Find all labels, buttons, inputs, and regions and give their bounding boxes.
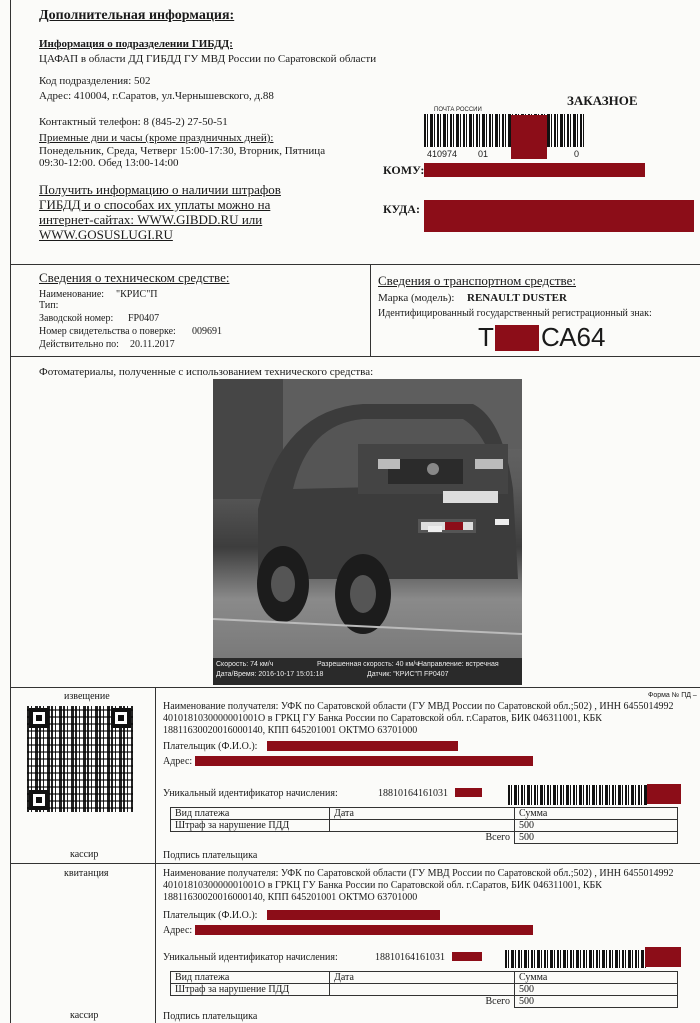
notice-uin-label: Уникальный идентификатор начисления:: [163, 788, 338, 799]
cashier-label: кассир: [70, 849, 99, 860]
device-title: Сведения о техническом средстве:: [39, 270, 230, 285]
vehicle-plate-prefix: Т: [478, 322, 494, 352]
photo-direction: Направление: встречная: [418, 661, 499, 668]
unit-title: Информация о подразделении ГИБДД:: [39, 38, 233, 50]
signature-label: Подпись плательщика: [163, 850, 258, 861]
table-header: Дата: [330, 972, 515, 984]
redaction: [495, 325, 539, 351]
notice-recipient: 18811630020016000140, КПП 645201001 ОКТМО 63701000: [163, 725, 418, 736]
payment-barcode: [508, 785, 648, 805]
receipt-uin-value: 18810164161031: [375, 952, 445, 963]
divider: [10, 356, 700, 357]
redaction: [267, 910, 440, 920]
notice-label: извещение: [64, 691, 110, 702]
table-header: Сумма: [515, 808, 678, 820]
table-cell: 500: [515, 820, 678, 832]
to-label: КОМУ:: [383, 163, 425, 177]
divider: [10, 264, 700, 265]
receipt-recipient: Наименование получателя: УФК по Саратовской области (ГУ МВД России по Саратовской обл.;502) , ИНН 6455014992: [163, 868, 674, 879]
device-type-label: Тип:: [39, 300, 59, 311]
vehicle-model-label: Марка (модель):: [378, 292, 455, 304]
redaction: [452, 952, 482, 961]
notice-recipient: Наименование получателя: УФК по Саратовской области (ГУ МВД России по Саратовской обл.;502) , ИНН 6455014992: [163, 701, 674, 712]
photo-speed: Скорость: 74 км/ч: [216, 661, 274, 668]
table-cell: 500: [515, 984, 678, 996]
vehicle-title: Сведения о транспортном средстве:: [378, 273, 576, 288]
hours-title: Приемные дни и часы (кроме праздничных дней):: [39, 132, 274, 144]
post-label: ПОЧТА РОССИИ: [434, 107, 482, 113]
total-label: Всего: [485, 996, 510, 1008]
table-header: Вид платежа: [171, 808, 330, 820]
receipt-recipient: 18811630020016000140, КПП 645201001 ОКТМО 63701000: [163, 892, 418, 903]
left-border: [10, 0, 11, 1023]
device-cert-value: 009691: [192, 326, 222, 337]
payment-table: [170, 807, 678, 844]
notice-payer: Плательщик (Ф.И.О.):: [163, 741, 258, 752]
divider: [10, 687, 700, 688]
photo-allowed-speed: Разрешенная скорость: 40 км/ч: [317, 661, 419, 668]
device-serial-label: Заводской номер:: [39, 313, 114, 324]
redaction: [647, 784, 681, 804]
hours-line: 09:30-12:00. Обед 13:00-14:00: [39, 157, 179, 169]
unit-phone: Контактный телефон: 8 (845-2) 27-50-51: [39, 116, 228, 128]
receipt-recipient: 4010181030000001001О в ГРКЦ ГУ Банка России по Саратовской обл. г.Саратов, БИК 046311001, КБК: [163, 880, 602, 891]
unit-code: Код подразделения: 502: [39, 75, 151, 87]
device-name-value: "КРИС"П: [116, 289, 158, 300]
redaction: [645, 947, 681, 967]
table-cell: Штраф за нарушение ПДД: [171, 984, 330, 996]
divider: [10, 863, 700, 864]
barcode-digits: 01: [478, 149, 489, 159]
unit-address: Адрес: 410004, г.Саратов, ул.Чернышевского, д.88: [39, 90, 274, 102]
device-serial-value: FP0407: [128, 313, 160, 324]
total-label: Всего: [485, 832, 510, 844]
fines-info: ГИБДД и о способах их уплаты можно на: [39, 197, 271, 212]
table-cell: Штраф за нарушение ПДД: [171, 820, 330, 832]
redaction: [424, 200, 694, 232]
photo-sensor: Датчик: "КРИС"П FP0407: [367, 671, 449, 678]
divider: [370, 264, 371, 356]
redaction: [424, 163, 645, 177]
redaction: [195, 756, 533, 766]
table-header: Вид платежа: [171, 972, 330, 984]
total-sum: 500: [515, 832, 678, 844]
car-illustration: [213, 379, 522, 685]
qr-finder: [29, 708, 49, 728]
notice-uin-value: 18810164161031: [378, 788, 448, 799]
fines-info[interactable]: интернет-сайтах: WWW.GIBDD.RU или: [39, 212, 263, 227]
hours-line: Понедельник, Среда, Четверг 15:00-17:30, Вторник, Пятница: [39, 145, 326, 157]
signature-label: Подпись плательщика: [163, 1011, 258, 1022]
fines-info: Получить информацию о наличии штрафов: [39, 182, 281, 197]
vehicle-plate-suffix: СА64: [541, 322, 606, 352]
qr-finder: [111, 708, 131, 728]
payment-table: [170, 971, 678, 1008]
receipt-payer: Плательщик (Ф.И.О.):: [163, 910, 258, 921]
qr-finder: [29, 790, 49, 810]
receipt-uin-label: Уникальный идентификатор начисления:: [163, 952, 338, 963]
photo-title: Фотоматериалы, полученные с использованием технического средства:: [39, 366, 374, 378]
notice-address: Адрес:: [163, 756, 193, 767]
photo-datetime: Дата/Время: 2016-10-17 15:01:18: [216, 671, 324, 678]
unit-name: ЦАФАП в области ДД ГИБДД ГУ МВД России по Саратовской области: [39, 53, 377, 65]
divider: [155, 687, 156, 1023]
vehicle-model-value: RENAULT DUSTER: [467, 292, 567, 304]
notice-recipient: 4010181030000001001О в ГРКЦ ГУ Банка России по Саратовской обл. г.Саратов, БИК 046311001, КБК: [163, 713, 602, 724]
where-label: КУДА:: [383, 202, 420, 216]
total-sum: 500: [515, 996, 678, 1008]
redaction: [267, 741, 458, 751]
device-valid-label: Действительно по:: [39, 339, 119, 350]
payment-barcode: [505, 950, 648, 968]
cashier-label: кассир: [70, 1010, 99, 1021]
redaction: [195, 925, 533, 935]
redaction: [455, 788, 482, 797]
table-header: Дата: [330, 808, 515, 820]
barcode-digits: 410974: [427, 149, 458, 159]
mail-barcode: [424, 114, 584, 147]
redaction: [511, 115, 547, 159]
receipt-address: Адрес:: [163, 925, 193, 936]
device-valid-value: 20.11.2017: [130, 339, 175, 350]
vehicle-plate-label: Идентифицированный государственный регистрационный знак:: [378, 308, 652, 319]
barcode-digits: 0: [574, 149, 580, 159]
registered-label: ЗАКАЗНОЕ: [567, 93, 638, 108]
form-number: Форма № ПД –: [648, 692, 697, 699]
table-header: Сумма: [515, 972, 678, 984]
device-name-label: Наименование:: [39, 289, 105, 300]
extra-title: Дополнительная информация:: [39, 8, 235, 23]
violation-photo: [213, 379, 522, 685]
fines-info[interactable]: WWW.GOSUSLUGI.RU: [39, 227, 173, 242]
device-cert-label: Номер свидетельства о поверке:: [39, 326, 176, 337]
receipt-label: квитанция: [64, 868, 109, 879]
